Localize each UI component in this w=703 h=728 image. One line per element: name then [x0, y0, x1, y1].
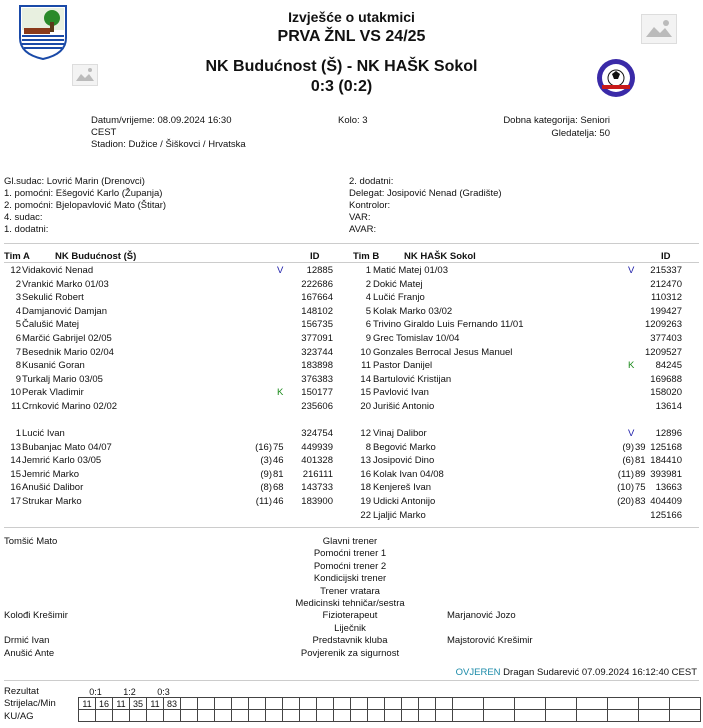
empty-cell	[300, 698, 317, 710]
team-b-name: NK HAŠK Sokol	[404, 251, 476, 262]
official-line: 2. pomoćni: Bjelopavlović Mato (Štitar)	[4, 200, 167, 211]
empty-cell	[334, 686, 351, 698]
player-number: 15	[10, 468, 21, 480]
player-number: 8	[365, 441, 371, 453]
player-id: 1209263	[645, 319, 682, 331]
staff-name-home: Tomšić Mato	[4, 536, 58, 547]
empty-cell	[198, 710, 215, 722]
match-title: NK Budućnost (Š) - NK HAŠK Sokol	[205, 58, 478, 75]
scorer-cell: 16	[96, 698, 113, 710]
player-id: 125166	[650, 509, 682, 521]
player-id: 169688	[650, 373, 682, 385]
divider	[4, 527, 699, 528]
player-name: Matić Matej 01/03	[373, 265, 448, 276]
empty-cell	[436, 698, 453, 710]
empty-cell	[419, 710, 436, 722]
substitute-for: (11)	[617, 468, 634, 480]
staff-name-away: Majstorović Krešimir	[447, 635, 533, 647]
scorer-cell: 35	[130, 698, 147, 710]
empty-cell	[608, 698, 639, 710]
player-id: 184410	[650, 455, 682, 467]
empty-cell	[385, 698, 402, 710]
player-id: 449939	[301, 441, 333, 453]
player-number: 16	[360, 468, 371, 480]
player-id: 216111	[302, 468, 333, 480]
staff-role: Trener vratara	[320, 585, 380, 597]
scorer-cell: 11	[113, 698, 130, 710]
result-cell: 0:3	[157, 686, 170, 697]
player-name: Vinaj Dalibor	[373, 428, 427, 439]
empty-cell	[79, 710, 96, 722]
empty-cell	[266, 686, 283, 698]
empty-cell	[300, 686, 317, 698]
player-role-mark: K	[628, 360, 635, 372]
player-id: 1209527	[645, 346, 682, 358]
match-score: 0:3 (0:2)	[310, 78, 373, 95]
result-cell: 0:1	[89, 686, 102, 697]
match-round: Kolo: 3	[338, 115, 368, 126]
player-number: 3	[15, 292, 21, 304]
player-name: Pastor Danijel	[373, 360, 433, 372]
player-number: 6	[365, 319, 371, 331]
player-name: Vidaković Nenad	[22, 265, 94, 276]
staff-role: Pomoćni trener 2	[313, 560, 387, 572]
player-name: Kolak Ivan 04/08	[373, 468, 444, 480]
age-category: Dobna kategorija: Seniori	[503, 115, 610, 126]
player-number: 2	[15, 278, 21, 290]
substitute-for: (6)	[622, 455, 634, 467]
staff-name-home: Anušić Ante	[4, 647, 55, 659]
player-name: Pavlović Ivan	[373, 387, 429, 399]
empty-cell	[249, 698, 266, 710]
empty-cell	[368, 698, 385, 710]
team-a-name: NK Budućnost (Š)	[55, 251, 137, 262]
player-id: 404409	[650, 496, 682, 507]
empty-cell	[181, 686, 198, 698]
staff-name-away: Marjanović Jozo	[447, 610, 516, 622]
player-number: 22	[360, 509, 371, 521]
empty-cell	[639, 710, 670, 722]
player-number: 1	[365, 265, 371, 276]
verified-text: Dragan Sudarević 07.09.2024 16:12:40 CEST	[503, 667, 697, 678]
empty-cell	[351, 698, 368, 710]
player-name: Lučić Franjo	[373, 292, 425, 304]
scorer-cell: 11	[79, 698, 96, 710]
match-timezone: CEST	[91, 127, 117, 138]
player-id: 110312	[651, 292, 682, 304]
player-name: Begović Marko	[373, 441, 436, 453]
empty-cell	[198, 686, 215, 698]
substitution-minute: 81	[273, 468, 284, 480]
player-role-mark: V	[628, 265, 635, 276]
empty-cell	[300, 710, 317, 722]
player-number: 10	[10, 387, 21, 399]
player-name: Turkalj Mario 03/05	[22, 373, 103, 385]
player-name: Jemrić Marko	[22, 468, 80, 480]
team-a-id-header: ID	[310, 251, 320, 262]
player-number: 13	[10, 441, 21, 453]
empty-cell	[577, 698, 608, 710]
player-id: 156735	[301, 319, 333, 331]
substitute-for: (11)	[255, 496, 272, 507]
scorer-cell: 83	[164, 698, 181, 710]
official-line: Delegat: Josipović Nenad (Gradište)	[349, 188, 502, 199]
substitute-for: (8)	[260, 482, 272, 494]
empty-cell	[515, 698, 546, 710]
player-id: 377091	[301, 333, 333, 344]
player-role-mark: K	[277, 387, 284, 399]
player-id: 84245	[655, 360, 682, 372]
official-line: 1. dodatni:	[4, 224, 49, 235]
substitution-minute: 46	[273, 455, 284, 467]
empty-cell	[113, 710, 130, 722]
player-number: 13	[360, 455, 371, 467]
player-name: Perak Vladimir	[22, 387, 84, 399]
empty-cell	[436, 686, 453, 698]
player-number: 9	[15, 373, 21, 385]
player-number: 6	[15, 333, 21, 344]
empty-cell	[215, 710, 232, 722]
player-id: 393981	[650, 468, 682, 480]
league-name: PRVA ŽNL VS 24/25	[277, 28, 426, 45]
substitute-for: (16)	[255, 441, 272, 453]
player-name: Jemrić Karlo 03/05	[22, 455, 102, 467]
player-id: 323744	[301, 346, 333, 358]
scorer-cell: 11	[147, 698, 164, 710]
scorer-label: Strijelac/Min	[4, 698, 56, 709]
player-id: 212470	[650, 278, 682, 290]
empty-cell	[181, 698, 198, 710]
team-b-id-header: ID	[661, 251, 671, 262]
player-name: Besednik Mario 02/04	[22, 346, 114, 358]
player-name: Ljaljić Marko	[373, 509, 426, 521]
player-name: Anušić Dalibor	[22, 482, 84, 494]
player-id: 199427	[650, 305, 682, 317]
player-name: Trivino Giraldo Luis Fernando 11/01	[373, 319, 524, 331]
official-line: Kontrolor:	[349, 200, 391, 211]
official-line: AVAR:	[349, 224, 377, 235]
empty-cell	[130, 710, 147, 722]
player-id: 183900	[301, 496, 333, 507]
empty-cell	[181, 710, 198, 722]
player-id: 324754	[301, 428, 333, 439]
empty-cell	[334, 698, 351, 710]
empty-cell	[215, 698, 232, 710]
team-b-label: Tim B	[353, 251, 380, 262]
player-id: 377403	[650, 333, 682, 344]
player-id: 376383	[301, 373, 333, 385]
empty-cell	[317, 698, 334, 710]
player-id: 158020	[650, 387, 682, 399]
empty-cell	[546, 710, 577, 722]
empty-cell	[484, 698, 515, 710]
empty-cell	[670, 710, 701, 722]
player-name: Vrankić Marko 01/03	[22, 278, 109, 290]
divider	[4, 243, 699, 244]
player-name: Kolak Marko 03/02	[373, 305, 453, 317]
empty-cell	[96, 710, 113, 722]
staff-role: Fizioterapeut	[322, 610, 378, 622]
player-id: 167664	[301, 292, 333, 304]
substitution-minute: 68	[273, 482, 284, 494]
official-line: Gl.sudac: Lovrić Marin (Drenovci)	[4, 176, 145, 187]
player-id: 235606	[301, 401, 333, 412]
substitution-minute: 83	[635, 496, 646, 507]
match-datetime: Datum/vrijeme: 08.09.2024 16:30	[91, 115, 232, 126]
player-id: 12896	[655, 428, 682, 439]
empty-cell	[368, 710, 385, 722]
empty-cell	[402, 698, 419, 710]
player-name: Kenjereš Ivan	[373, 482, 432, 494]
empty-cell	[453, 698, 484, 710]
player-id: 148102	[301, 305, 333, 317]
team-a-label: Tim A	[4, 251, 30, 262]
player-id: 222686	[301, 278, 333, 290]
empty-cell	[317, 686, 334, 698]
empty-cell	[147, 710, 164, 722]
player-number: 16	[10, 482, 21, 494]
official-line: VAR:	[349, 212, 371, 223]
empty-cell	[436, 710, 453, 722]
staff-role: Glavni trener	[322, 536, 378, 547]
player-number: 4	[15, 305, 21, 317]
player-number: 19	[360, 496, 371, 507]
player-id: 183898	[301, 360, 333, 372]
empty-cell	[232, 698, 249, 710]
player-number: 9	[365, 333, 371, 344]
player-name: Strukar Marko	[22, 496, 82, 507]
player-name: Jurišić Antonio	[373, 401, 435, 412]
match-stadium: Stadion: Dužice / Šiškovci / Hrvatska	[91, 139, 246, 150]
empty-cell	[249, 686, 266, 698]
verified-stamp	[456, 667, 697, 678]
empty-cell	[385, 710, 402, 722]
empty-cell	[249, 710, 266, 722]
player-id: 401328	[301, 455, 333, 467]
substitute-for: (10)	[617, 482, 634, 494]
player-id: 150177	[301, 387, 333, 399]
empty-cell	[608, 710, 639, 722]
staff-name-home: Drmić Ivan	[4, 635, 50, 647]
substitution-minute: 46	[273, 496, 284, 507]
player-id: 13614	[655, 401, 682, 412]
substitution-minute: 39	[635, 441, 646, 453]
substitution-minute: 75	[635, 482, 646, 494]
player-number: 1	[15, 428, 21, 439]
staff-role: Povjerenik za sigurnost	[300, 647, 400, 659]
result-cell: 1:2	[123, 686, 136, 697]
player-name: Udicki Antonijo	[373, 496, 436, 507]
substitute-for: (3)	[260, 455, 272, 467]
result-row	[79, 710, 701, 722]
player-name: Marčić Gabrijel 02/05	[22, 333, 112, 344]
substitute-for: (9)	[622, 441, 634, 453]
player-number: 17	[10, 496, 21, 507]
divider	[4, 262, 699, 263]
report-title: Izvješće o utakmici	[288, 9, 415, 25]
player-number: 20	[360, 401, 371, 412]
player-id: 12885	[306, 265, 333, 276]
empty-cell	[334, 710, 351, 722]
result-row	[79, 686, 701, 698]
player-id: 13663	[655, 482, 682, 494]
staff-role: Kondicijski trener	[313, 573, 387, 585]
empty-cell	[402, 710, 419, 722]
empty-cell	[670, 698, 701, 710]
staff-role: Liječnik	[334, 622, 366, 634]
divider	[4, 680, 699, 681]
card-label: KU/AG	[4, 711, 34, 722]
player-number: 12	[10, 265, 21, 276]
empty-cell	[215, 686, 232, 698]
player-number: 8	[15, 360, 21, 372]
result-label: Rezultat	[4, 686, 39, 697]
empty-cell	[453, 710, 484, 722]
staff-role: Pomoćni trener 1	[313, 548, 387, 560]
result-grid	[78, 686, 701, 722]
empty-cell	[198, 698, 215, 710]
spectators: Gledatelja: 50	[551, 128, 610, 139]
player-id: 125168	[650, 441, 682, 453]
empty-cell	[164, 710, 181, 722]
player-number: 5	[365, 305, 371, 317]
player-name: Crnković Marino 02/02	[22, 401, 118, 412]
player-number: 4	[365, 292, 371, 304]
empty-cell	[419, 686, 436, 698]
player-id: 215337	[650, 265, 682, 276]
player-number: 12	[360, 428, 371, 439]
empty-cell	[232, 686, 249, 698]
empty-cell	[351, 710, 368, 722]
player-role-mark: V	[628, 428, 635, 439]
player-name: Josipović Dino	[373, 455, 435, 467]
official-line: 2. dodatni:	[349, 176, 394, 187]
player-number: 2	[365, 278, 371, 290]
result-row	[79, 698, 701, 710]
substitution-minute: 75	[273, 441, 284, 453]
staff-role: Predstavnik kluba	[312, 635, 388, 647]
player-number: 7	[15, 346, 21, 358]
staff-name-home: Kolođi Krešimir	[4, 610, 68, 622]
staff-role: Medicinski tehničar/sestra	[295, 598, 405, 609]
empty-cell	[515, 710, 546, 722]
empty-cell	[266, 698, 283, 710]
official-line: 4. sudac:	[4, 212, 43, 223]
empty-cell	[484, 710, 515, 722]
verified-label: OVJEREN	[455, 667, 501, 678]
empty-cell	[385, 686, 402, 698]
official-line: 1. pomoćni: Ešegović Karlo (Županja)	[4, 188, 163, 199]
empty-cell	[283, 686, 300, 698]
player-role-mark: V	[277, 265, 284, 276]
player-name: Dokić Matej	[373, 278, 423, 290]
empty-cell	[266, 710, 283, 722]
empty-cell	[402, 686, 419, 698]
player-name: Damjanović Damjan	[22, 305, 108, 317]
substitute-for: (9)	[260, 468, 272, 480]
player-number: 11	[11, 401, 21, 412]
empty-cell	[283, 710, 300, 722]
player-name: Bartulović Kristijan	[373, 373, 452, 385]
empty-cell	[546, 698, 577, 710]
player-number: 10	[360, 346, 371, 358]
player-number: 14	[10, 455, 21, 467]
substitute-for: (20)	[617, 496, 634, 507]
player-number: 14	[360, 373, 371, 385]
empty-cell	[368, 686, 385, 698]
player-number: 5	[15, 319, 21, 331]
player-id: 143733	[301, 482, 333, 494]
player-name: Sekulić Robert	[22, 292, 84, 304]
empty-cell	[317, 710, 334, 722]
empty-cell	[283, 698, 300, 710]
empty-cell	[232, 710, 249, 722]
empty-cell	[351, 686, 368, 698]
empty-cell	[639, 698, 670, 710]
player-name: Bubanjac Mato 04/07	[22, 441, 112, 453]
player-number: 18	[360, 482, 371, 494]
player-name: Kusanić Goran	[22, 360, 85, 372]
player-number: 11	[361, 360, 371, 372]
player-number: 15	[360, 387, 371, 399]
empty-cell	[419, 698, 436, 710]
player-name: Grec Tomislav 10/04	[373, 333, 460, 344]
player-name: Lucić Ivan	[22, 428, 65, 439]
substitution-minute: 89	[635, 468, 646, 480]
empty-cell	[577, 710, 608, 722]
substitution-minute: 81	[635, 455, 646, 467]
player-name: Čalušić Matej	[22, 319, 80, 331]
player-name: Gonzales Berrocal Jesus Manuel	[373, 346, 513, 358]
